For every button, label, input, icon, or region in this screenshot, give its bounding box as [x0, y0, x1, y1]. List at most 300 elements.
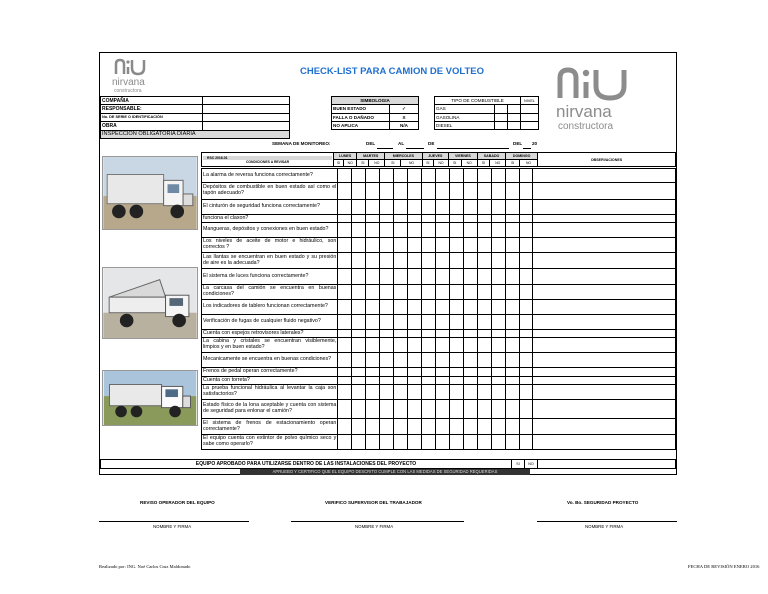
checklist-check-cell[interactable] [366, 435, 380, 450]
checklist-observation-cell[interactable] [533, 315, 676, 330]
checklist-observation-cell[interactable] [533, 269, 676, 285]
checklist-check-cell[interactable] [519, 353, 533, 368]
checklist-check-cell[interactable] [394, 353, 408, 368]
checklist-check-cell[interactable] [505, 377, 519, 385]
checklist-check-cell[interactable] [505, 400, 519, 419]
checklist-check-cell[interactable] [394, 285, 408, 300]
checklist-observation-cell[interactable] [533, 215, 676, 223]
checklist-check-cell[interactable] [352, 285, 366, 300]
checklist-check-cell[interactable] [352, 368, 366, 377]
checklist-check-cell[interactable] [408, 285, 422, 300]
checklist-check-cell[interactable] [338, 353, 352, 368]
checklist-check-cell[interactable] [477, 435, 491, 450]
checklist-check-cell[interactable] [505, 300, 519, 315]
checklist-check-cell[interactable] [505, 183, 519, 200]
checklist-check-cell[interactable] [449, 377, 463, 385]
checklist-check-cell[interactable] [519, 400, 533, 419]
checklist-check-cell[interactable] [435, 435, 449, 450]
checklist-check-cell[interactable] [408, 435, 422, 450]
checklist-check-cell[interactable] [421, 353, 435, 368]
checklist-check-cell[interactable] [380, 183, 394, 200]
checklist-check-cell[interactable] [505, 169, 519, 183]
approval-no[interactable]: NO [525, 460, 538, 469]
checklist-check-cell[interactable] [491, 223, 505, 238]
checklist-check-cell[interactable] [352, 385, 366, 400]
checklist-check-cell[interactable] [338, 385, 352, 400]
checklist-check-cell[interactable] [421, 169, 435, 183]
checklist-check-cell[interactable] [380, 400, 394, 419]
checklist-check-cell[interactable] [394, 400, 408, 419]
checklist-check-cell[interactable] [366, 368, 380, 377]
checklist-check-cell[interactable] [352, 377, 366, 385]
checklist-check-cell[interactable] [505, 385, 519, 400]
fuel-check[interactable] [495, 113, 508, 121]
checklist-check-cell[interactable] [491, 300, 505, 315]
checklist-check-cell[interactable] [449, 238, 463, 253]
checklist-check-cell[interactable] [463, 269, 477, 285]
checklist-check-cell[interactable] [463, 377, 477, 385]
checklist-check-cell[interactable] [421, 269, 435, 285]
checklist-check-cell[interactable] [491, 400, 505, 419]
checklist-check-cell[interactable] [519, 183, 533, 200]
checklist-check-cell[interactable] [491, 169, 505, 183]
checklist-check-cell[interactable] [394, 238, 408, 253]
checklist-check-cell[interactable] [435, 285, 449, 300]
checklist-check-cell[interactable] [449, 215, 463, 223]
checklist-check-cell[interactable] [463, 183, 477, 200]
checklist-check-cell[interactable] [408, 368, 422, 377]
checklist-check-cell[interactable] [380, 300, 394, 315]
checklist-check-cell[interactable] [505, 419, 519, 435]
checklist-check-cell[interactable] [435, 200, 449, 215]
checklist-check-cell[interactable] [477, 253, 491, 269]
checklist-observation-cell[interactable] [533, 169, 676, 183]
checklist-check-cell[interactable] [366, 169, 380, 183]
checklist-check-cell[interactable] [477, 215, 491, 223]
approval-observation[interactable] [538, 460, 676, 469]
checklist-check-cell[interactable] [435, 353, 449, 368]
checklist-check-cell[interactable] [463, 315, 477, 330]
checklist-check-cell[interactable] [519, 330, 533, 338]
checklist-check-cell[interactable] [394, 435, 408, 450]
checklist-check-cell[interactable] [491, 238, 505, 253]
checklist-check-cell[interactable] [449, 385, 463, 400]
checklist-check-cell[interactable] [421, 285, 435, 300]
checklist-check-cell[interactable] [352, 353, 366, 368]
fuel-check[interactable] [508, 105, 521, 113]
checklist-check-cell[interactable] [352, 338, 366, 353]
checklist-check-cell[interactable] [491, 368, 505, 377]
checklist-check-cell[interactable] [366, 223, 380, 238]
checklist-check-cell[interactable] [421, 435, 435, 450]
checklist-check-cell[interactable] [352, 400, 366, 419]
fuel-check[interactable] [495, 121, 508, 129]
checklist-check-cell[interactable] [408, 377, 422, 385]
checklist-check-cell[interactable] [421, 377, 435, 385]
checklist-check-cell[interactable] [519, 338, 533, 353]
checklist-check-cell[interactable] [463, 253, 477, 269]
checklist-check-cell[interactable] [519, 385, 533, 400]
checklist-check-cell[interactable] [421, 223, 435, 238]
checklist-check-cell[interactable] [491, 269, 505, 285]
checklist-check-cell[interactable] [421, 400, 435, 419]
checklist-check-cell[interactable] [421, 315, 435, 330]
checklist-check-cell[interactable] [463, 385, 477, 400]
checklist-observation-cell[interactable] [533, 183, 676, 200]
checklist-check-cell[interactable] [338, 169, 352, 183]
checklist-check-cell[interactable] [408, 253, 422, 269]
checklist-check-cell[interactable] [435, 419, 449, 435]
checklist-observation-cell[interactable] [533, 300, 676, 315]
checklist-check-cell[interactable] [408, 269, 422, 285]
checklist-check-cell[interactable] [505, 315, 519, 330]
checklist-check-cell[interactable] [421, 368, 435, 377]
checklist-check-cell[interactable] [505, 223, 519, 238]
checklist-check-cell[interactable] [477, 269, 491, 285]
checklist-check-cell[interactable] [463, 368, 477, 377]
checklist-check-cell[interactable] [435, 377, 449, 385]
checklist-check-cell[interactable] [435, 223, 449, 238]
checklist-check-cell[interactable] [380, 330, 394, 338]
checklist-check-cell[interactable] [491, 215, 505, 223]
checklist-check-cell[interactable] [491, 419, 505, 435]
info-input[interactable] [203, 113, 290, 121]
checklist-check-cell[interactable] [505, 330, 519, 338]
checklist-check-cell[interactable] [463, 419, 477, 435]
fuel-level[interactable] [521, 113, 539, 121]
checklist-check-cell[interactable] [505, 285, 519, 300]
checklist-check-cell[interactable] [366, 353, 380, 368]
signature-line-supervisor[interactable] [291, 521, 464, 522]
checklist-check-cell[interactable] [338, 215, 352, 223]
checklist-check-cell[interactable] [352, 169, 366, 183]
checklist-check-cell[interactable] [408, 400, 422, 419]
checklist-check-cell[interactable] [463, 215, 477, 223]
checklist-check-cell[interactable] [449, 330, 463, 338]
checklist-check-cell[interactable] [338, 377, 352, 385]
checklist-check-cell[interactable] [491, 338, 505, 353]
checklist-check-cell[interactable] [380, 368, 394, 377]
checklist-observation-cell[interactable] [533, 385, 676, 400]
checklist-check-cell[interactable] [408, 419, 422, 435]
checklist-check-cell[interactable] [380, 435, 394, 450]
checklist-check-cell[interactable] [491, 285, 505, 300]
checklist-check-cell[interactable] [491, 315, 505, 330]
checklist-check-cell[interactable] [449, 223, 463, 238]
checklist-check-cell[interactable] [435, 269, 449, 285]
checklist-check-cell[interactable] [435, 183, 449, 200]
checklist-check-cell[interactable] [338, 269, 352, 285]
checklist-check-cell[interactable] [408, 338, 422, 353]
checklist-check-cell[interactable] [477, 377, 491, 385]
checklist-check-cell[interactable] [449, 200, 463, 215]
checklist-check-cell[interactable] [435, 215, 449, 223]
checklist-check-cell[interactable] [449, 269, 463, 285]
checklist-check-cell[interactable] [338, 338, 352, 353]
checklist-check-cell[interactable] [394, 338, 408, 353]
checklist-check-cell[interactable] [352, 200, 366, 215]
checklist-check-cell[interactable] [338, 238, 352, 253]
checklist-check-cell[interactable] [491, 435, 505, 450]
checklist-check-cell[interactable] [408, 223, 422, 238]
fuel-check[interactable] [508, 113, 521, 121]
checklist-check-cell[interactable] [435, 253, 449, 269]
checklist-check-cell[interactable] [366, 377, 380, 385]
checklist-check-cell[interactable] [449, 285, 463, 300]
checklist-check-cell[interactable] [338, 183, 352, 200]
fuel-check[interactable] [495, 105, 508, 113]
checklist-check-cell[interactable] [505, 253, 519, 269]
checklist-observation-cell[interactable] [533, 338, 676, 353]
checklist-check-cell[interactable] [366, 315, 380, 330]
checklist-check-cell[interactable] [435, 238, 449, 253]
checklist-check-cell[interactable] [477, 223, 491, 238]
checklist-check-cell[interactable] [366, 385, 380, 400]
checklist-check-cell[interactable] [421, 330, 435, 338]
checklist-check-cell[interactable] [519, 269, 533, 285]
checklist-check-cell[interactable] [477, 400, 491, 419]
checklist-check-cell[interactable] [380, 385, 394, 400]
checklist-check-cell[interactable] [338, 300, 352, 315]
checklist-check-cell[interactable] [519, 315, 533, 330]
checklist-check-cell[interactable] [380, 419, 394, 435]
checklist-observation-cell[interactable] [533, 238, 676, 253]
checklist-check-cell[interactable] [435, 400, 449, 419]
checklist-check-cell[interactable] [408, 238, 422, 253]
checklist-check-cell[interactable] [449, 169, 463, 183]
checklist-check-cell[interactable] [449, 253, 463, 269]
checklist-check-cell[interactable] [463, 330, 477, 338]
checklist-check-cell[interactable] [408, 183, 422, 200]
checklist-check-cell[interactable] [380, 269, 394, 285]
checklist-check-cell[interactable] [505, 353, 519, 368]
checklist-check-cell[interactable] [366, 253, 380, 269]
checklist-check-cell[interactable] [408, 215, 422, 223]
checklist-observation-cell[interactable] [533, 200, 676, 215]
checklist-check-cell[interactable] [380, 238, 394, 253]
checklist-check-cell[interactable] [421, 300, 435, 315]
checklist-check-cell[interactable] [491, 330, 505, 338]
checklist-observation-cell[interactable] [533, 353, 676, 368]
checklist-check-cell[interactable] [394, 330, 408, 338]
checklist-check-cell[interactable] [519, 435, 533, 450]
checklist-check-cell[interactable] [408, 330, 422, 338]
checklist-check-cell[interactable] [380, 253, 394, 269]
checklist-check-cell[interactable] [519, 300, 533, 315]
checklist-check-cell[interactable] [394, 183, 408, 200]
signature-line-operator[interactable] [99, 521, 249, 522]
checklist-check-cell[interactable] [477, 385, 491, 400]
checklist-check-cell[interactable] [408, 169, 422, 183]
checklist-check-cell[interactable] [421, 385, 435, 400]
checklist-check-cell[interactable] [352, 330, 366, 338]
approval-si[interactable]: SI [512, 460, 525, 469]
checklist-observation-cell[interactable] [533, 377, 676, 385]
checklist-check-cell[interactable] [491, 353, 505, 368]
checklist-check-cell[interactable] [477, 315, 491, 330]
checklist-check-cell[interactable] [380, 223, 394, 238]
checklist-check-cell[interactable] [491, 253, 505, 269]
checklist-check-cell[interactable] [352, 215, 366, 223]
checklist-check-cell[interactable] [338, 400, 352, 419]
checklist-check-cell[interactable] [491, 385, 505, 400]
checklist-check-cell[interactable] [352, 223, 366, 238]
info-input[interactable] [203, 97, 290, 105]
checklist-check-cell[interactable] [449, 300, 463, 315]
checklist-check-cell[interactable] [519, 215, 533, 223]
checklist-check-cell[interactable] [352, 300, 366, 315]
checklist-check-cell[interactable] [463, 435, 477, 450]
checklist-check-cell[interactable] [366, 238, 380, 253]
checklist-check-cell[interactable] [366, 419, 380, 435]
checklist-check-cell[interactable] [463, 200, 477, 215]
checklist-observation-cell[interactable] [533, 285, 676, 300]
checklist-check-cell[interactable] [338, 435, 352, 450]
checklist-check-cell[interactable] [449, 338, 463, 353]
checklist-check-cell[interactable] [449, 435, 463, 450]
checklist-check-cell[interactable] [477, 338, 491, 353]
checklist-check-cell[interactable] [421, 419, 435, 435]
checklist-check-cell[interactable] [338, 200, 352, 215]
checklist-check-cell[interactable] [477, 285, 491, 300]
checklist-check-cell[interactable] [421, 183, 435, 200]
checklist-check-cell[interactable] [338, 223, 352, 238]
info-input[interactable] [203, 122, 290, 130]
checklist-check-cell[interactable] [505, 368, 519, 377]
checklist-check-cell[interactable] [477, 353, 491, 368]
checklist-check-cell[interactable] [435, 169, 449, 183]
fuel-check[interactable] [508, 121, 521, 129]
checklist-check-cell[interactable] [338, 368, 352, 377]
checklist-check-cell[interactable] [338, 330, 352, 338]
checklist-check-cell[interactable] [477, 238, 491, 253]
checklist-check-cell[interactable] [463, 169, 477, 183]
checklist-check-cell[interactable] [408, 385, 422, 400]
checklist-check-cell[interactable] [394, 368, 408, 377]
checklist-check-cell[interactable] [421, 200, 435, 215]
checklist-check-cell[interactable] [338, 419, 352, 435]
checklist-check-cell[interactable] [519, 368, 533, 377]
checklist-check-cell[interactable] [435, 315, 449, 330]
checklist-check-cell[interactable] [519, 377, 533, 385]
checklist-check-cell[interactable] [366, 215, 380, 223]
checklist-check-cell[interactable] [463, 285, 477, 300]
signature-line-safety[interactable] [537, 521, 677, 522]
checklist-check-cell[interactable] [366, 400, 380, 419]
info-input[interactable] [203, 105, 290, 113]
checklist-check-cell[interactable] [491, 200, 505, 215]
checklist-check-cell[interactable] [505, 435, 519, 450]
checklist-check-cell[interactable] [352, 315, 366, 330]
checklist-check-cell[interactable] [477, 300, 491, 315]
checklist-check-cell[interactable] [505, 269, 519, 285]
checklist-check-cell[interactable] [366, 269, 380, 285]
checklist-check-cell[interactable] [449, 315, 463, 330]
checklist-check-cell[interactable] [463, 353, 477, 368]
checklist-check-cell[interactable] [408, 200, 422, 215]
checklist-check-cell[interactable] [338, 285, 352, 300]
checklist-check-cell[interactable] [477, 169, 491, 183]
checklist-check-cell[interactable] [449, 353, 463, 368]
checklist-check-cell[interactable] [449, 368, 463, 377]
checklist-check-cell[interactable] [394, 169, 408, 183]
checklist-observation-cell[interactable] [533, 419, 676, 435]
checklist-check-cell[interactable] [394, 385, 408, 400]
checklist-check-cell[interactable] [352, 269, 366, 285]
checklist-check-cell[interactable] [505, 338, 519, 353]
checklist-check-cell[interactable] [380, 200, 394, 215]
checklist-check-cell[interactable] [505, 215, 519, 223]
checklist-check-cell[interactable] [519, 419, 533, 435]
checklist-check-cell[interactable] [366, 285, 380, 300]
checklist-check-cell[interactable] [477, 368, 491, 377]
checklist-check-cell[interactable] [463, 400, 477, 419]
checklist-check-cell[interactable] [449, 183, 463, 200]
checklist-check-cell[interactable] [394, 215, 408, 223]
checklist-check-cell[interactable] [449, 400, 463, 419]
checklist-check-cell[interactable] [394, 200, 408, 215]
checklist-check-cell[interactable] [352, 419, 366, 435]
checklist-check-cell[interactable] [463, 238, 477, 253]
checklist-check-cell[interactable] [421, 215, 435, 223]
checklist-check-cell[interactable] [463, 300, 477, 315]
checklist-check-cell[interactable] [366, 338, 380, 353]
checklist-check-cell[interactable] [435, 300, 449, 315]
checklist-check-cell[interactable] [394, 419, 408, 435]
fuel-level[interactable] [521, 121, 539, 129]
checklist-check-cell[interactable] [435, 338, 449, 353]
checklist-check-cell[interactable] [421, 238, 435, 253]
checklist-check-cell[interactable] [408, 353, 422, 368]
checklist-check-cell[interactable] [366, 330, 380, 338]
checklist-check-cell[interactable] [435, 330, 449, 338]
checklist-check-cell[interactable] [463, 223, 477, 238]
checklist-check-cell[interactable] [519, 285, 533, 300]
fuel-level[interactable] [521, 105, 539, 113]
checklist-check-cell[interactable] [505, 238, 519, 253]
checklist-check-cell[interactable] [394, 269, 408, 285]
checklist-check-cell[interactable] [463, 338, 477, 353]
checklist-check-cell[interactable] [380, 285, 394, 300]
checklist-check-cell[interactable] [338, 315, 352, 330]
checklist-check-cell[interactable] [519, 169, 533, 183]
checklist-check-cell[interactable] [380, 353, 394, 368]
checklist-check-cell[interactable] [408, 315, 422, 330]
checklist-check-cell[interactable] [449, 419, 463, 435]
checklist-check-cell[interactable] [338, 253, 352, 269]
checklist-check-cell[interactable] [394, 377, 408, 385]
checklist-check-cell[interactable] [505, 200, 519, 215]
checklist-check-cell[interactable] [352, 183, 366, 200]
checklist-check-cell[interactable] [352, 238, 366, 253]
checklist-check-cell[interactable] [519, 223, 533, 238]
checklist-check-cell[interactable] [421, 338, 435, 353]
checklist-check-cell[interactable] [366, 200, 380, 215]
checklist-check-cell[interactable] [352, 253, 366, 269]
checklist-check-cell[interactable] [380, 377, 394, 385]
checklist-check-cell[interactable] [394, 315, 408, 330]
checklist-check-cell[interactable] [435, 368, 449, 377]
checklist-check-cell[interactable] [477, 419, 491, 435]
checklist-check-cell[interactable] [477, 183, 491, 200]
checklist-check-cell[interactable] [491, 183, 505, 200]
checklist-observation-cell[interactable] [533, 223, 676, 238]
checklist-check-cell[interactable] [421, 253, 435, 269]
checklist-check-cell[interactable] [380, 338, 394, 353]
checklist-check-cell[interactable] [352, 435, 366, 450]
checklist-check-cell[interactable] [394, 223, 408, 238]
checklist-check-cell[interactable] [519, 253, 533, 269]
